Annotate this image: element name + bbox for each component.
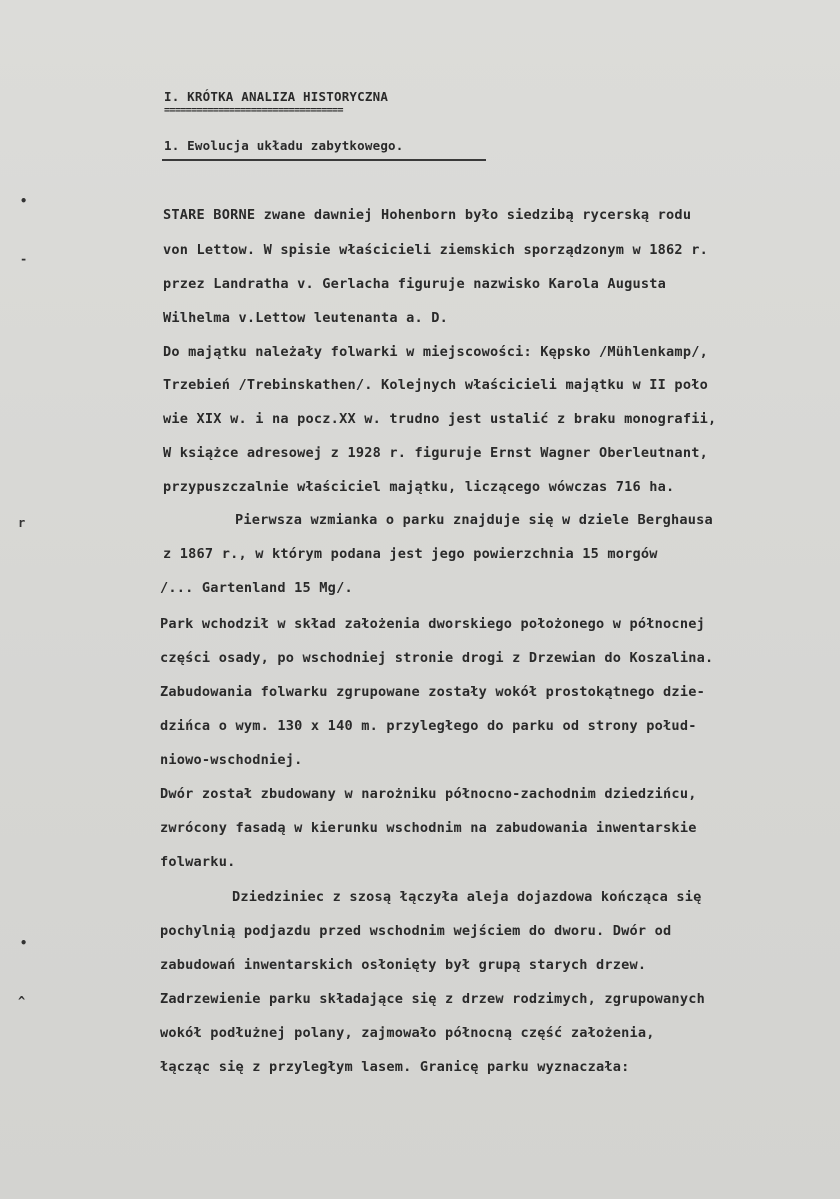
body-line: łącząc się z przyległym lasem. Granicę parku wyznaczała: bbox=[160, 1059, 630, 1075]
body-line: STARE BORNE zwane dawniej Hohenborn było siedzibą rycerską rodu bbox=[163, 207, 692, 223]
body-line: Park wchodził w skład założenia dworskiego położonego w północnej bbox=[160, 616, 705, 632]
body-line: wokół podłużnej polany, zajmowało północną część założenia, bbox=[160, 1025, 655, 1041]
body-line: folwarku. bbox=[160, 854, 236, 870]
margin-tick: r bbox=[18, 516, 26, 530]
body-line: Do majątku należały folwarki w miejscowości: Kępsko /Mühlenkamp/, bbox=[163, 344, 708, 360]
body-line: niowo-wschodniej. bbox=[160, 752, 303, 768]
title-double-rule: ================================= bbox=[164, 105, 343, 116]
body-line: części osady, po wschodniej stronie drogi z Drzewian do Koszalina. bbox=[160, 650, 714, 666]
margin-dash: - bbox=[20, 252, 28, 266]
body-line: wie XIX w. i na pocz.XX w. trudno jest ustalić z braku monografii, bbox=[163, 411, 717, 427]
margin-tick: ^ bbox=[18, 994, 26, 1008]
body-line: W książce adresowej z 1928 r. figuruje Ernst Wagner Oberleutnant, bbox=[163, 445, 708, 461]
section-title: I. KRÓTKA ANALIZA HISTORYCZNA bbox=[164, 89, 389, 104]
body-line: przez Landratha v. Gerlacha figuruje nazwisko Karola Augusta bbox=[163, 276, 667, 292]
body-line: Wilhelma v.Lettow leutenanta a. D. bbox=[163, 310, 449, 326]
body-line: Pierwsza wzmianka o parku znajduje się w dziele Berghausa bbox=[235, 512, 713, 528]
subtitle-underline bbox=[162, 159, 486, 161]
margin-dot: • bbox=[20, 936, 28, 950]
body-line: /... Gartenland 15 Mg/. bbox=[160, 580, 353, 596]
body-line: Trzebień /Trebinskathen/. Kolejnych właścicieli majątku w II poło bbox=[163, 377, 708, 393]
body-line: przypuszczalnie właściciel majątku, liczącego wówczas 716 ha. bbox=[163, 479, 675, 495]
subsection-title: 1. Ewolucja układu zabytkowego. bbox=[164, 138, 404, 153]
body-line: von Lettow. W spisie właścicieli ziemskich sporządzonym w 1862 r. bbox=[163, 242, 708, 258]
body-line: dzińca o wym. 130 x 140 m. przyległego do parku od strony połud- bbox=[160, 718, 697, 734]
body-line: pochylnią podjazdu przed wschodnim wejściem do dworu. Dwór od bbox=[160, 923, 672, 939]
body-line: zabudowań inwentarskich osłonięty był grupą starych drzew. bbox=[160, 957, 647, 973]
body-line: Dziedziniec z szosą łączyła aleja dojazdowa kończąca się bbox=[232, 889, 702, 905]
body-line: zwrócony fasadą w kierunku wschodnim na zabudowania inwentarskie bbox=[160, 820, 697, 836]
margin-dot: • bbox=[20, 194, 28, 208]
body-line: Dwór został zbudowany w narożniku północno-zachodnim dziedzińcu, bbox=[160, 786, 697, 802]
body-line: Zabudowania folwarku zgrupowane zostały wokół prostokątnego dzie- bbox=[160, 684, 705, 700]
body-line: z 1867 r., w którym podana jest jego powierzchnia 15 morgów bbox=[163, 546, 658, 562]
body-line: Zadrzewienie parku składające się z drzew rodzimych, zgrupowanych bbox=[160, 991, 705, 1007]
